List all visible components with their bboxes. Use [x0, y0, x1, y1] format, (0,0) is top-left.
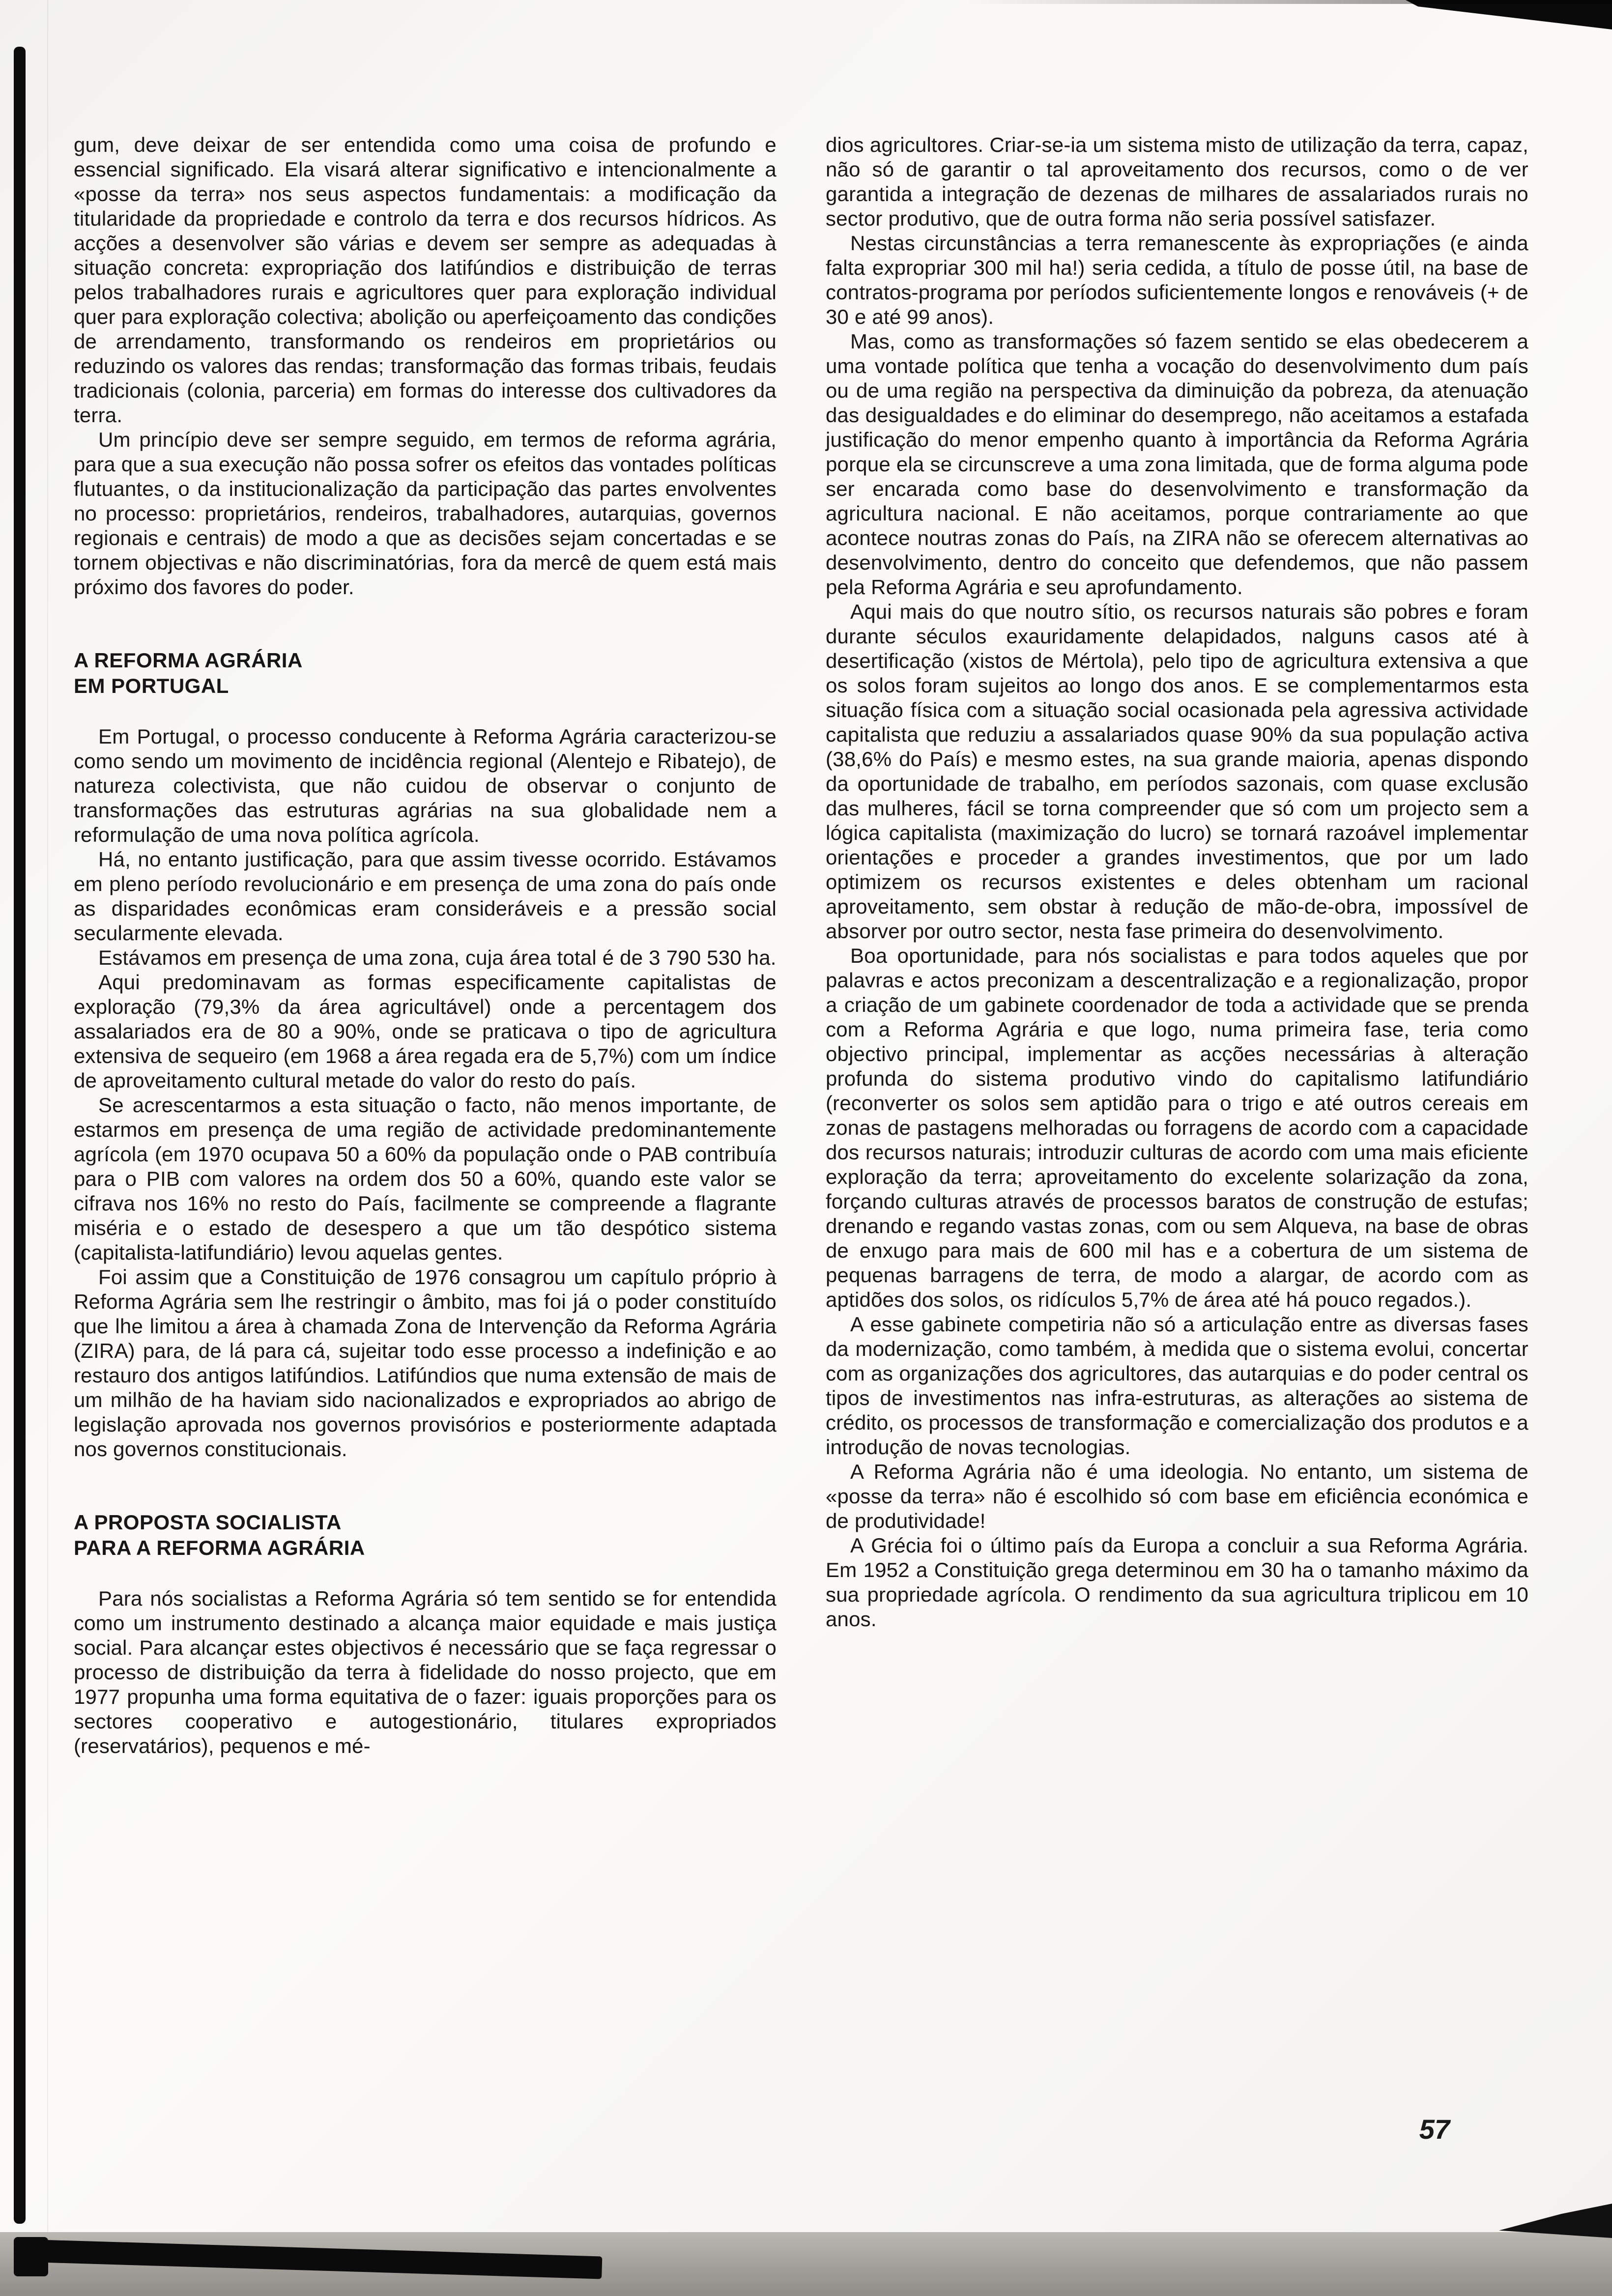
paragraph: Nestas circunstâncias a terra remanescente às expropriações (e ainda falta expropriar 300 mil ha!) seria cedida, a título de posse útil, na base de contratos-programa por períodos suficientemente longos e renováveis (+ de 30 e até 99 anos).	[826, 231, 1528, 328]
paragraph: Há, no entanto justificação, para que assim tivesse ocorrido. Estávamos em pleno período revolucionário e em presença de uma zona do país onde as disparidades econômicas eram consideráveis e a pressão social secularmente elevada.	[74, 848, 777, 945]
heading-line: A PROPOSTA SOCIALISTA	[74, 1511, 342, 1534]
heading-line: A REFORMA AGRÁRIA	[74, 649, 303, 672]
paragraph: Foi assim que a Constituição de 1976 consagrou um capítulo próprio à Reforma Agrária sem lhe restringir o âmbito, mas foi já o poder constituído que lhe limitou a área à chamada Zona de Intervenção da Reforma Agrária (ZIRA) para, de lá para cá, sujeitar todo esse processo a indefinição e ao restauro dos antigos latifúndios. Latifúndios que numa extensão de mais de um milhão de ha haviam sido nacionalizados e expropriados ao abrigo de legislação aprovada nos governos provisórios e posteriormente adaptada nos governos constitucionais.	[74, 1265, 777, 1461]
scan-artifact-top-right	[1406, 0, 1612, 29]
paragraph: Aqui mais do que noutro sítio, os recursos naturais são pobres e foram durante séculos exauridamente delapidados, nalguns casos até à desertificação (xistos de Mértola), pelo tipo de agricultura extensiva a que os solos foram sujeitos ao longo dos anos. E se complementarmos esta situação física com a situação social ocasionada pela agressiva actividade capitalista que reduziu a assalariados quase 90% da sua população activa (38,6% do País) e mesmo estes, na sua grande maioria, apenas dispondo da oportunidade de trabalho, em períodos sazonais, com quase exclusão das mulheres, fácil se torna compreender que só com um projecto sem a lógica capitalista (maximização do lucro) se tornará razoável implementar orientações e proceder a grandes investimentos, que por um lado optimizem os recursos existentes e deles obtenham um racional aproveitamento, sem obstar à redução de mão-de-obra, impossível de absorver por outro sector, nesta fase primeira do desenvolvimento.	[826, 600, 1528, 943]
heading-line: PARA A REFORMA AGRÁRIA	[74, 1536, 365, 1559]
scan-artifact-fold-line	[47, 0, 48, 2296]
paragraph-continuation: dios agricultores. Criar-se-ia um sistema misto de utilização da terra, capaz, não só de garantir o tal aproveitamento dos recursos, como o de ver garantida a integração de dezenas de milhares de assalariados rurais no sector produtivo, que de outra forma não seria possível satisfazer.	[826, 133, 1528, 230]
section-heading-reforma-agraria-em-portugal	[74, 648, 777, 699]
paragraph: Mas, como as transformações só fazem sentido se elas obedecerem a uma vontade política que tenha a vocação do desenvolvimento dum país ou de uma região na perspectiva da diminuição da pobreza, da atenuação das desigualdades e do eliminar do desemprego, não aceitamos a estafada justificação do menor empenho quanto à importância da Reforma Agrária porque ela se circunscreve a uma zona limitada, que de forma alguma pode ser encarada como base do desenvolvimento e transformação da agricultura nacional. E não aceitamos, porque contrariamente ao que acontece noutras zonas do País, na ZIRA não se oferecem alternativas ao desenvolvimento, dentro do conceito que defendemos, que não passem pela Reforma Agrária e seu aprofundamento.	[826, 330, 1528, 599]
paragraph: Boa oportunidade, para nós socialistas e para todos aqueles que por palavras e actos preconizam a descentralização e a regionalização, propor a criação de um gabinete coordenador de toda a actividade que se prenda com a Reforma Agrária e que logo, numa primeira fase, teria como objectivo principal, implementar as acções necessárias à alteração profunda do sistema produtivo vindo do capitalismo latifundiário (reconverter os solos sem aptidão para o trigo e até outros cereais em zonas de pastagens melhoradas ou forragens de acordo com a capacidade dos recursos naturais; introduzir culturas de acordo com uma mais eficiente exploração da terra; aproveitamento do excelente solarização da zona, forçando culturas através de processos baratos de construção de estufas; drenando e regando vastas zonas, com ou sem Alqueva, na base de obras de enxugo para mais de 600 mil has e a cobertura de um sistema de pequenas barragens de terra, de modo a alargar, de acordo com as aptidões dos solos, os ridículos 5,7% de área até há pouco regados.).	[826, 944, 1528, 1311]
paragraph: A Reforma Agrária não é uma ideologia. No entanto, um sistema de «posse da terra» não é escolhido só com base em eficiência económica e de produtividade!	[826, 1460, 1528, 1532]
paragraph: Estávamos em presença de uma zona, cuja área total é de 3 790 530 ha.	[98, 946, 777, 969]
paragraph: A Grécia foi o último país da Europa a concluir a sua Reforma Agrária. Em 1952 a Constituição grega determinou em 30 ha o tamanho máximo da sua propriedade agrícola. O rendimento da sua agricultura triplicou em 10 anos.	[826, 1534, 1528, 1631]
paragraph: Em Portugal, o processo conducente à Reforma Agrária caracterizou-se como sendo um movimento de incidência regional (Alentejo e Ribatejo), de natureza colectivista, que não cuidou de observar o conjunto de transformações das estruturas agrárias na sua globalidade nem a reformulação de uma nova política agrícola.	[74, 725, 777, 846]
scan-artifact-left-bar	[14, 47, 26, 2224]
right-column	[826, 133, 1528, 1758]
paragraph: A esse gabinete competiria não só a articulação entre as diversas fases da modernização, como também, à medida que o sistema evolui, concertar com as organizações dos agricultores, das autarquias e do poder central os tipos de investimentos nas infra-estruturas, as alterações ao sistema de crédito, os processos de transformação e comercialização dos produtos e a introdução de novas tecnologias.	[826, 1313, 1528, 1459]
heading-line: EM PORTUGAL	[74, 674, 229, 697]
section-heading-proposta-socialista	[74, 1510, 777, 1561]
paragraph-continuation: gum, deve deixar de ser entendida como uma coisa de profundo e essencial significado. Ela visará alterar significativo e intencionalmente a «posse da terra» nos seus aspectos fundamentais: a modificação da titularidade da propriedade e controlo da terra e dos recursos hídricos. As acções a desenvolver são várias e devem ser sempre as adequadas à situação concreta: expropriação dos latifúndios e distribuição de terras pelos trabalhadores rurais e agricultores quer para exploração individual quer para exploração colectiva; abolição ou aperfeiçoamento das condições de arrendamento, transformando os rendeiros em proprietários ou reduzindo os valores das rendas; transformação das formas tribais, feudais tradicionais (colonia, parceria) em formas do interesse dos cultivadores da terra.	[74, 133, 777, 427]
scan-artifact-bottom-left	[14, 2237, 48, 2276]
scan-artifact-top-edge	[0, 0, 1612, 4]
paragraph: Um princípio deve ser sempre seguido, em termos de reforma agrária, para que a sua execução não possa sofrer os efeitos das vontades políticas flutuantes, o da institucionalização da participação das partes envolventes no processo: proprietários, rendeiros, trabalhadores, autarquias, governos regionais e centrais) de modo a que as decisões sejam concertadas e se tornem objectivas e não discriminatórias, fora da mercê de quem está mais próximo dos favores do poder.	[74, 428, 777, 599]
paragraph: Se acrescentarmos a esta situação o facto, não menos importante, de estarmos em presença de uma região de actividade predominantemente agrícola (em 1970 ocupava 50 a 60% da população onde o PAB contribuía para o PIB com valores na ordem dos 50 a 60%, quando este valor se cifrava nos 16% no resto do País, facilmente se compreende a flagrante miséria e o estado de desespero a que um tão despótico sistema (capitalista-latifundiário) levou aquelas gentes.	[74, 1093, 777, 1264]
paragraph: Aqui predominavam as formas especificamente capitalistas de exploração (79,3% da área agricultável) onde a percentagem dos assalariados era de 80 a 90%, onde se praticava o tipo de agricultura extensiva de sequeiro (em 1968 a área regada era de 5,7%) com um índice de aproveitamento cultural metade do valor do resto do país.	[74, 971, 777, 1092]
paragraph: Para nós socialistas a Reforma Agrária só tem sentido se for entendida como um instrumento destinado a alcança maior equidade e mais justiça social. Para alcançar estes objectivos é necessário que se faça regressar o processo de distribuição da terra à fidelidade do nosso projecto, que em 1977 propunha uma forma equitativa de o fazer: iguais proporções para os sectores cooperativo e autogestionário, titulares expropriados (reservatários), pequenos e mé-	[74, 1587, 777, 1757]
left-column	[74, 133, 777, 1758]
page-content	[74, 133, 1528, 1758]
page-number: 57	[1419, 2114, 1450, 2145]
